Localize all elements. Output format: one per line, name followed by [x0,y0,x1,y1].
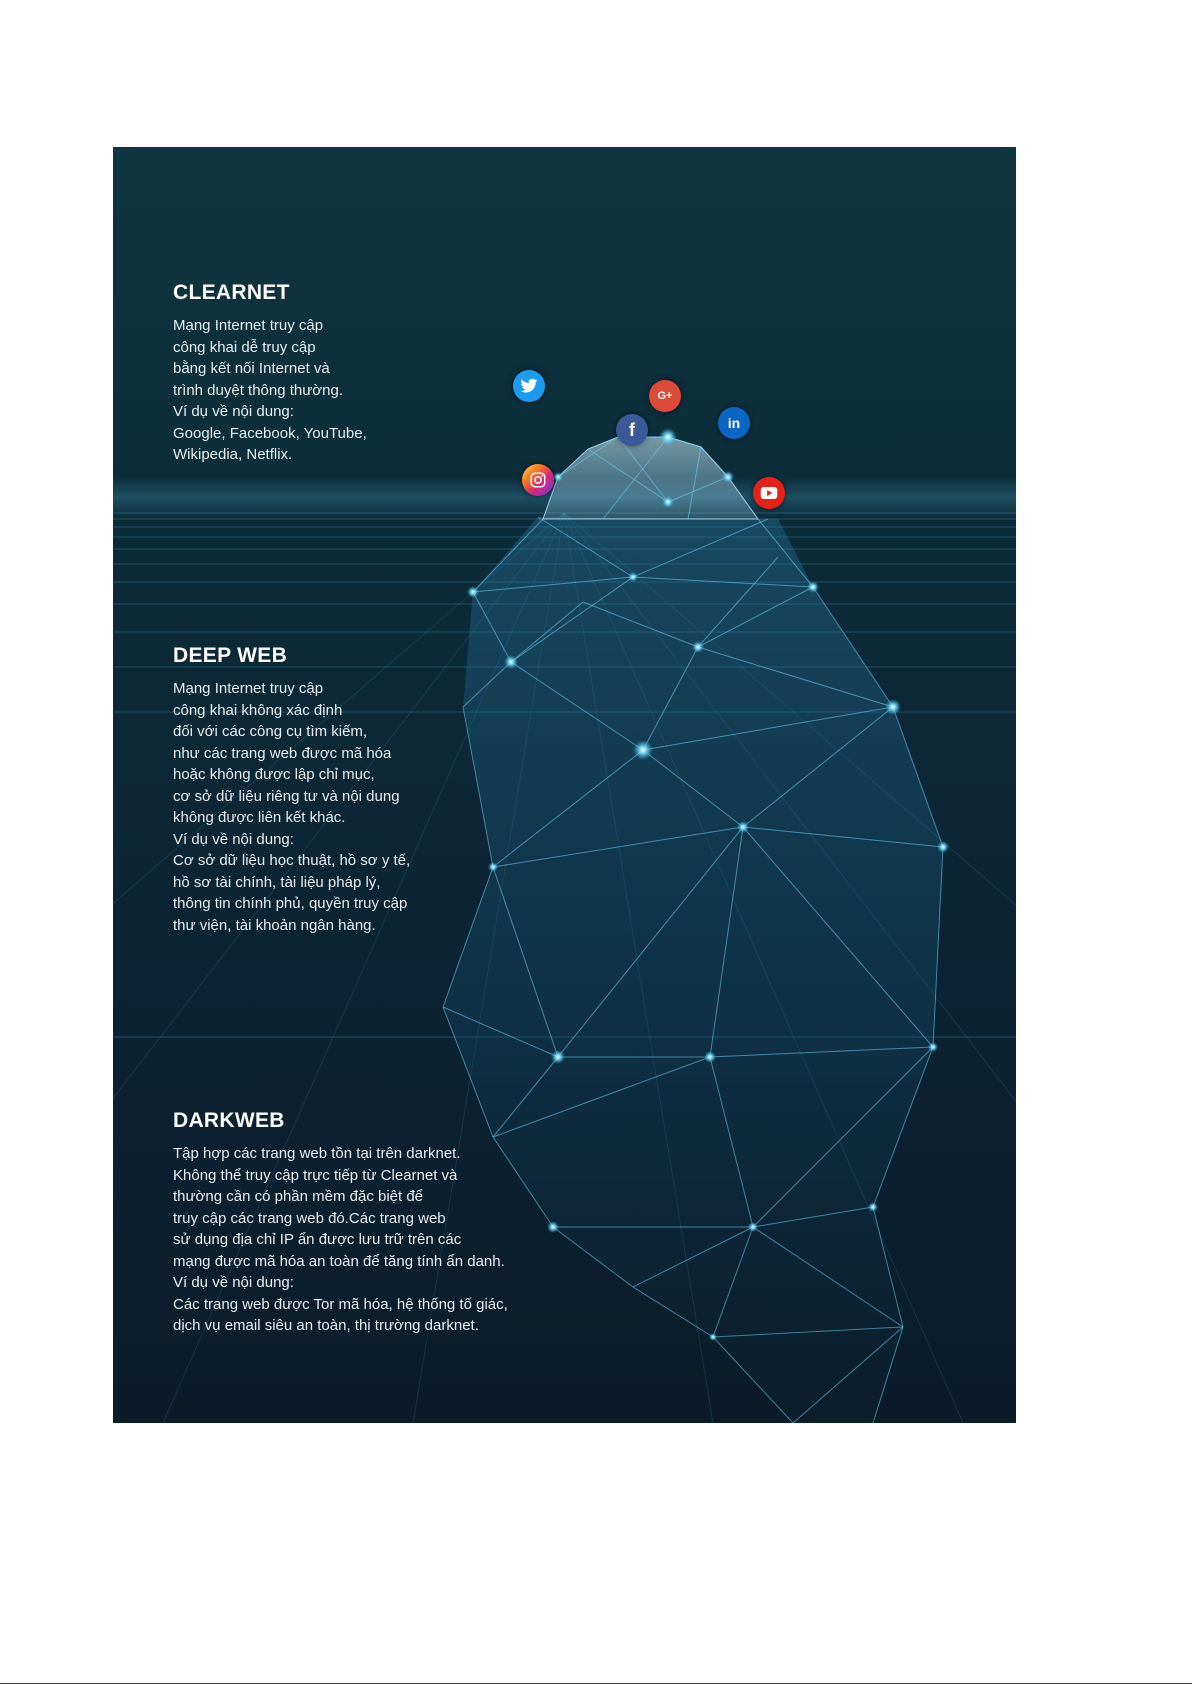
facebook-glyph: f [629,419,635,440]
darkweb-line: Ví dụ về nội dung: [173,1274,294,1291]
facebook-icon [616,414,648,446]
deepweb-line: đối với các công cụ tìm kiếm, [173,723,368,740]
darkweb-line: sử dụng địa chỉ IP ẩn được lưu trữ trên các [173,1231,462,1248]
clearnet-line: Google, Facebook, YouTube, [173,424,367,442]
clearnet-section [173,281,367,466]
google-plus-icon [649,380,681,412]
deepweb-line: như các trang web được mã hóa [173,744,392,762]
clearnet-line: Wikipedia, Netflix. [173,446,293,463]
darkweb-line: mạng được mã hóa an toàn để tăng tính ẩn danh. [173,1252,505,1270]
darkweb-section [173,1109,508,1337]
darkweb-line: thường cần có phần mềm đặc biệt để [173,1188,424,1205]
linkedin-glyph: in [727,415,741,431]
youtube-icon [753,477,785,509]
darkweb-line: Không thể truy cập trực tiếp từ Clearnet và [173,1166,458,1184]
deepweb-title: DEEP WEB [173,644,288,667]
deepweb-line: cơ sở dữ liệu riêng tư và nội dung [173,787,400,805]
page-bottom-rule [0,1683,1192,1684]
deepweb-line: thông tin chính phủ, quyền truy cập [173,895,408,912]
twitter-icon [513,370,545,402]
darkweb-line: truy cập các trang web đó.Các trang web [173,1209,446,1227]
darkweb-line: Tập hợp các trang web tồn tại trên darknet. [173,1145,461,1162]
clearnet-line: Mạng Internet truy cập [173,317,324,334]
deepweb-line: không được liên kết khác. [173,809,346,826]
deepweb-line: Cơ sở dữ liệu học thuật, hồ sơ y tế, [173,852,411,869]
deepweb-line: Ví dụ về nội dung: [173,830,294,848]
deepweb-line: hoặc không được lập chỉ mục, [173,766,375,783]
deepweb-section [173,644,410,936]
iceberg-infographic [113,147,1016,1423]
darkweb-line: Các trang web được Tor mã hóa, hệ thống tố giác, [173,1295,508,1313]
instagram-icon [522,464,554,496]
clearnet-line: Ví dụ về nội dung: [173,403,294,420]
clearnet-title: CLEARNET [173,281,290,304]
clearnet-line: bằng kết nối Internet và [173,360,330,377]
google-plus-glyph: G+ [657,390,673,402]
deepweb-line: công khai không xác định [173,701,343,719]
clearnet-line: công khai dễ truy cập [173,338,316,356]
deepweb-line: hồ sơ tài chính, tài liệu pháp lý, [173,873,381,891]
darkweb-line: dịch vụ email siêu an toàn, thị trường darknet. [173,1317,479,1334]
clearnet-line: trình duyệt thông thường. [173,381,343,399]
deepweb-line: Mạng Internet truy cập [173,680,324,697]
darkweb-title: DARKWEB [173,1109,285,1132]
deepweb-line: thư viện, tài khoản ngân hàng. [173,916,376,934]
linkedin-icon [718,407,750,439]
